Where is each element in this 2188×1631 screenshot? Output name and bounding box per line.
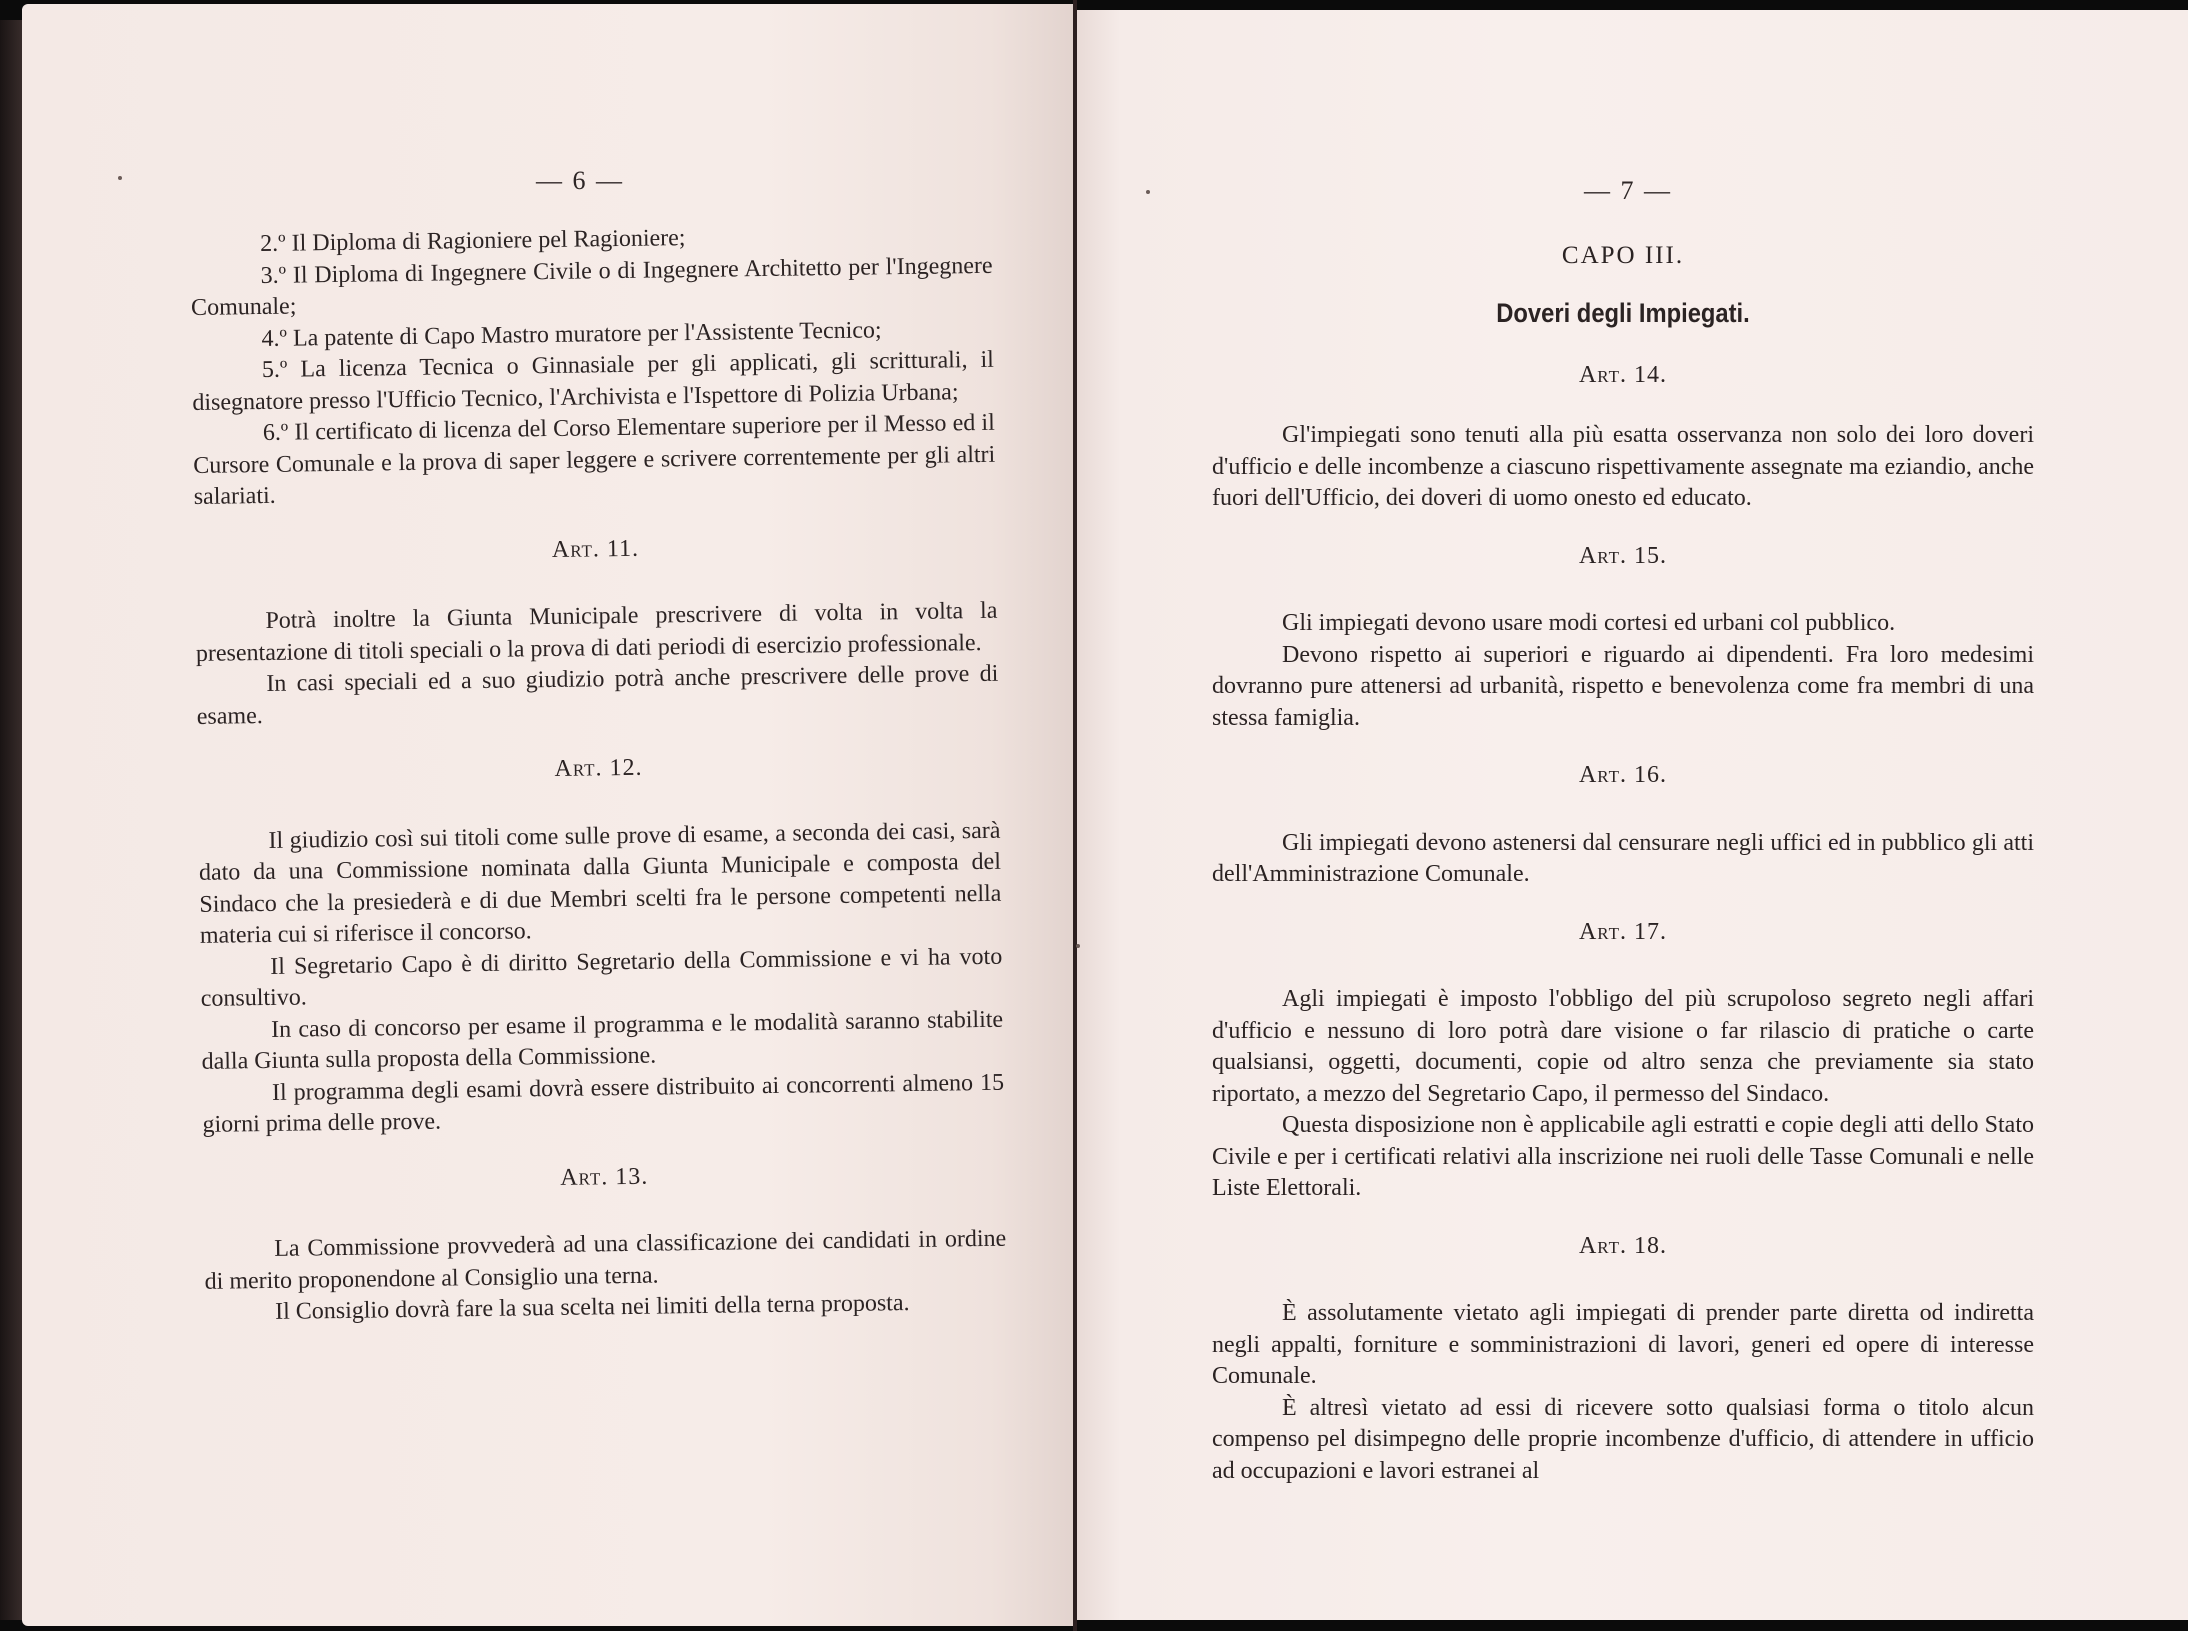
chapter-label: CAPO III. (1561, 242, 1685, 269)
article-paragraph: In caso di concorso per esame il programma e le modalità saranno stabilite dalla Giunta sulla proposta della Commissione. (201, 1006, 1004, 1075)
article-paragraph: Il programma degli esami dovrà essere distribuito ai concorrenti almeno 15 giorni prima delle prove. (202, 1069, 1005, 1138)
article-heading-16: Art. 16. (1578, 762, 1668, 788)
list-item: 5.º La licenza Tecnica o Ginnasiale per gli applicati, gli scritturali, il disegnatore presso l'Ufficio Tecnico, l'Archivista e l'Ispettore di Polizia Urbana; (192, 346, 995, 416)
left-page-number: — 6 — (536, 166, 624, 195)
list-item: 3.º Il Diploma di Ingegnere Civile o di Ingegnere Architetto per l'Ingegnere Comunale; (190, 252, 993, 321)
article-paragraph: Questa disposizione non è applicabile agli estratti e copie degli atti dello Stato Civile e per i certificati relativi alla inscrizione nei ruoli delle Tasse Comunali e nelle Liste Elettorali. (1212, 1112, 2034, 1201)
article-heading-11: Art. 11. (551, 535, 640, 563)
paper-speck (1146, 190, 1150, 194)
paper-speck (1076, 944, 1080, 948)
article-paragraph: Gli impiegati devono astenersi dal censurare negli uffici ed in pubblico gli atti dell'Amministrazione Comunale. (1212, 829, 2034, 887)
article-paragraph: È assolutamente vietato agli impiegati di prender parte diretta od indiretta negli appalti, forniture e somministrazioni di lavori, generi ed opere di interesse Comunale. (1212, 1300, 2034, 1389)
article-paragraph: Gl'impiegati sono tenuti alla più esatta osservanza non solo dei loro doveri d'ufficio e delle incombenze a ciascuno rispettivamente assegnate ma eziandio, anche fuori dell'Ufficio, dei doveri di uomo onesto ed educato. (1212, 422, 2034, 511)
right-page-text (1212, 420, 2034, 1487)
chapter-title: Doveri degli Impiegati. (1496, 298, 1750, 328)
right-page-number: — 7 — (1584, 176, 1672, 205)
article-paragraph: Devono rispetto ai superiori e riguardo ai dipendenti. Fra loro medesimi dovranno pure attenersi ad urbanità, rispetto e benevolenza come fra membri di una stessa famiglia. (1212, 641, 2034, 731)
article-paragraph: È altresì vietato ad essi di ricevere sotto qualsiasi forma o titolo alcun compenso pel disimpegno delle proprie incombenze d'ufficio, di attendere in ufficio ad occupazioni e lavori estranei al (1212, 1394, 2034, 1484)
paper-speck (118, 176, 122, 180)
article-paragraph: Il giudizio così sui titoli come sulle prove di esame, a seconda dei casi, sarà dato da una Commissione nominata dalla Giunta Municipale e composta del Sindaco che la presiederà e di due Membri scelti fra le persone competenti nella materia cui si riferisce il concorso. (198, 817, 1002, 949)
article-heading-13: Art. 13. (560, 1163, 649, 1191)
article-paragraph: Gli impiegati devono usare modi cortesi ed urbani col pubblico. (1282, 610, 1896, 636)
article-paragraph: Agli impiegati è imposto l'obbligo del più scrupoloso segreto negli affari d'ufficio e nessuno di loro potrà dare visione o far rilascio di pratiche o carte qualsiansi, oggetti, documenti, copie od altro senza che previamente sia stato riportato, a mezzo del Segretario Capo, il permesso del Sindaco. (1212, 986, 2034, 1107)
left-page-text (190, 219, 1007, 1330)
list-item: 6.º Il certificato di licenza del Corso Elementare superiore per il Messo ed il Cursore Comunale e la prova di saper leggere e scrivere correntemente per gli altri salariati. (193, 409, 996, 510)
article-paragraph: In casi speciali ed a suo giudizio potrà anche prescrivere delle prove di esame. (196, 660, 999, 730)
article-paragraph: Potrà inoltre la Giunta Municipale prescrivere di volta in volta la presentazione di titoli speciali o la prova di dati periodi di esercizio professionale. (195, 597, 998, 667)
article-heading-17: Art. 17. (1578, 918, 1668, 945)
list-item: 2.º Il Diploma di Ragioniere pel Ragioniere; (260, 225, 686, 258)
article-heading-15: Art. 15. (1578, 542, 1668, 569)
article-heading-18: Art. 18. (1578, 1232, 1668, 1259)
list-item: 4.º La patente di Capo Mastro muratore per l'Assistente Tecnico; (261, 316, 882, 352)
article-paragraph: La Commissione provvederà ad una classificazione dei candidati in ordine di merito proponendone al Consiglio una terna. (204, 1225, 1007, 1295)
article-heading-12: Art. 12. (554, 754, 643, 782)
article-paragraph: Il Segretario Capo è di diritto Segretario della Commissione e vi ha voto consultivo. (200, 943, 1003, 1012)
book-spine (1073, 0, 1077, 1631)
article-paragraph: Il Consiglio dovrà fare la sua scelta nei limiti della terna proposta. (274, 1290, 910, 1325)
article-heading-14: Art. 14. (1578, 362, 1668, 388)
book-left-edge (0, 20, 24, 1620)
